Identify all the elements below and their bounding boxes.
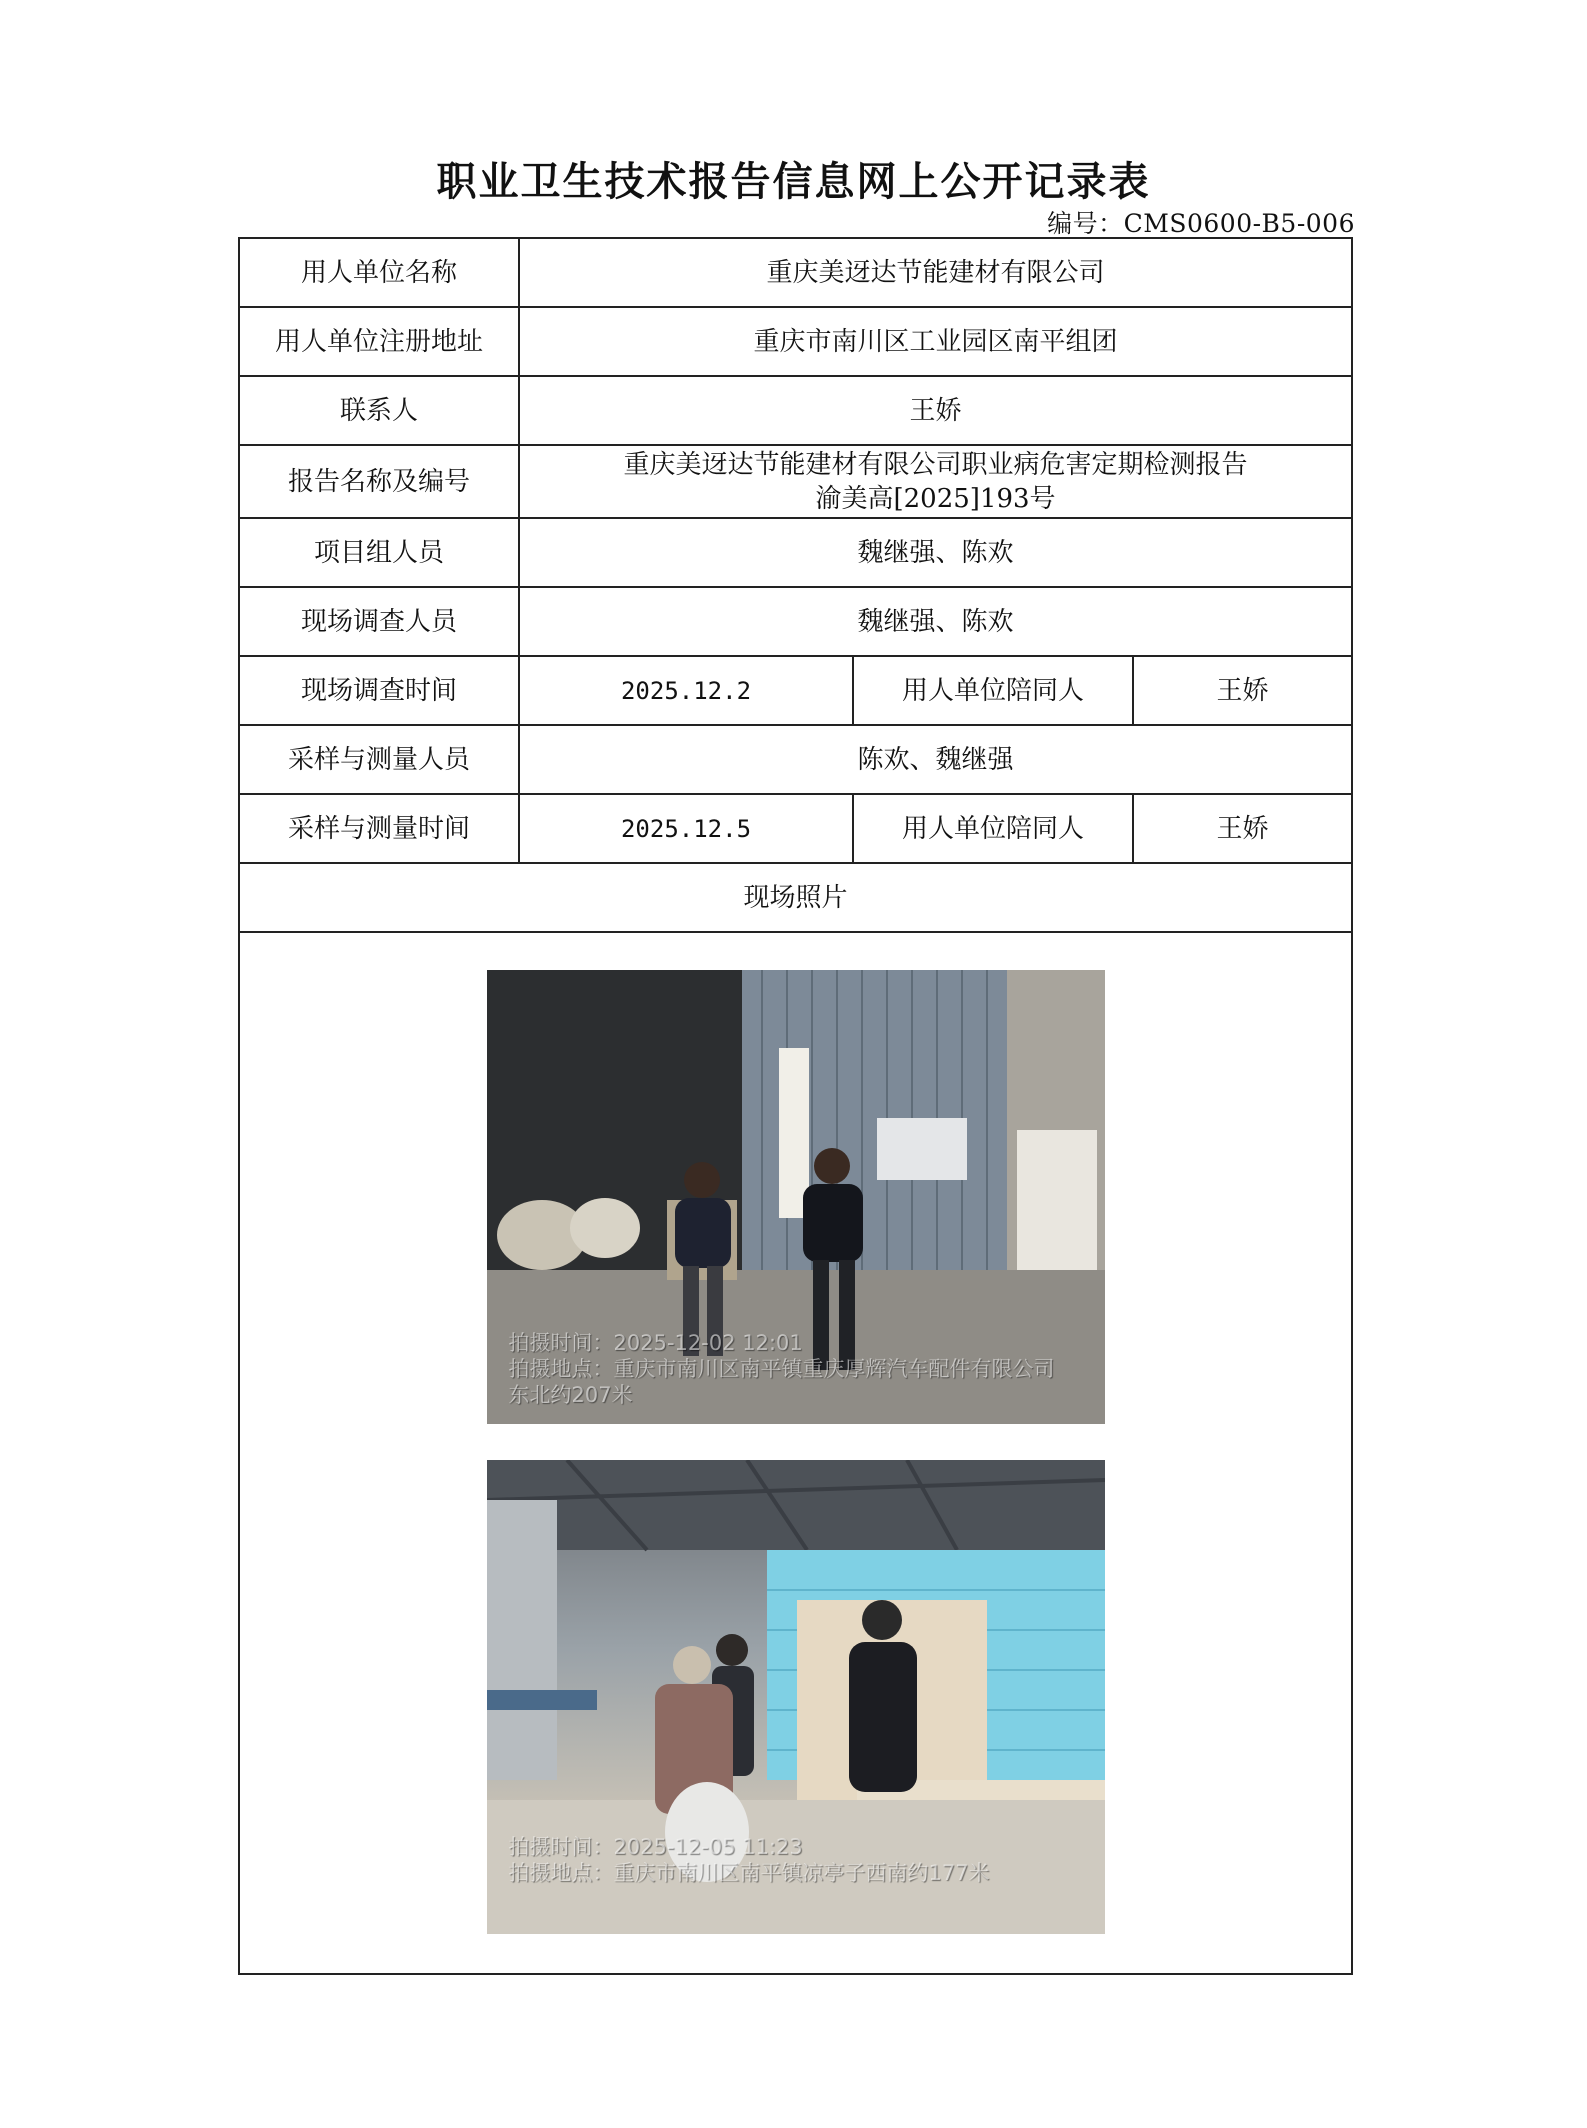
photo-2-place-stamp: 拍摄地点：重庆市南川区南平镇凉亭子西南约177米 <box>508 1861 990 1885</box>
survey-staff-label: 现场调查人员 <box>239 587 519 656</box>
row-team <box>239 518 1352 587</box>
sampling-staff-value: 陈欢、魏继强 <box>519 725 1352 794</box>
document-code: 编号：CMS0600-B5-006 <box>1047 209 1355 238</box>
photo-2-time-stamp: 拍摄时间：2025-12-05 11:23 <box>508 1835 803 1859</box>
row-unit-name <box>239 238 1352 307</box>
photo-1-place-stamp-2: 东北约207米 <box>508 1383 633 1407</box>
unit-name-label: 用人单位名称 <box>239 238 519 307</box>
row-sampling-time <box>239 794 1352 863</box>
survey-staff-value: 魏继强、陈欢 <box>519 587 1352 656</box>
row-photos-header <box>239 863 1352 932</box>
sampling-time-label: 采样与测量时间 <box>239 794 519 863</box>
row-survey-staff <box>239 587 1352 656</box>
survey-time-value: 2025.12.2 <box>519 656 853 725</box>
report-name: 重庆美迓达节能建材有限公司职业病危害定期检测报告 <box>623 449 1248 480</box>
report-label: 报告名称及编号 <box>239 445 519 518</box>
team-label: 项目组人员 <box>239 518 519 587</box>
contact-label: 联系人 <box>239 376 519 445</box>
sampling-escort-value: 王娇 <box>1133 794 1352 863</box>
row-survey-time <box>239 656 1352 725</box>
sampling-time-value: 2025.12.5 <box>519 794 853 863</box>
row-photos <box>239 932 1352 1974</box>
report-value <box>519 445 1352 518</box>
address-value: 重庆市南川区工业园区南平组团 <box>519 307 1352 376</box>
address-label: 用人单位注册地址 <box>239 307 519 376</box>
row-report <box>239 445 1352 518</box>
contact-value: 王娇 <box>519 376 1352 445</box>
record-table <box>238 237 1353 1975</box>
site-photo-1 <box>487 970 1105 1424</box>
team-value: 魏继强、陈欢 <box>519 518 1352 587</box>
survey-time-label: 现场调查时间 <box>239 656 519 725</box>
row-address <box>239 307 1352 376</box>
photo-1-time-stamp: 拍摄时间：2025-12-02 12:01 <box>508 1331 803 1355</box>
survey-escort-value: 王娇 <box>1133 656 1352 725</box>
report-number: 渝美高[2025]193号 <box>815 483 1056 514</box>
photo-1-place-stamp: 拍摄地点：重庆市南川区南平镇重庆厚辉汽车配件有限公司 <box>508 1357 1055 1381</box>
row-sampling-staff <box>239 725 1352 794</box>
unit-name-value: 重庆美迓达节能建材有限公司 <box>519 238 1352 307</box>
row-contact <box>239 376 1352 445</box>
sampling-staff-label: 采样与测量人员 <box>239 725 519 794</box>
photos-label: 现场照片 <box>239 863 1352 932</box>
site-photo-2 <box>487 1460 1105 1934</box>
sampling-escort-label: 用人单位陪同人 <box>853 794 1133 863</box>
photos-cell <box>239 932 1352 1974</box>
document-title: 职业卫生技术报告信息网上公开记录表 <box>436 158 1151 205</box>
survey-escort-label: 用人单位陪同人 <box>853 656 1133 725</box>
